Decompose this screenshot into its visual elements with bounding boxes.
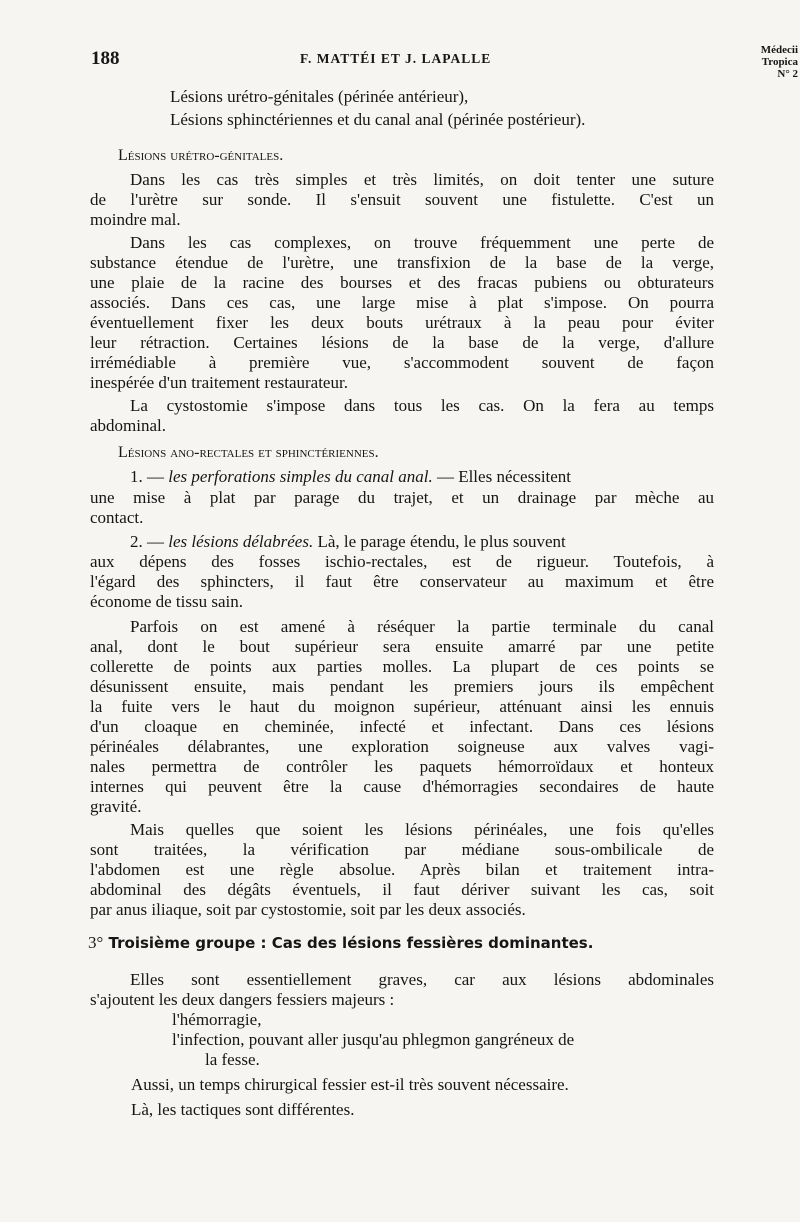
paragraph-line: La cystostomie s'impose dans tous les cas. On la fera au temps <box>130 396 714 415</box>
paragraph-line: Mais quelles que soient les lésions périnéales, une fois qu'elles <box>130 820 714 839</box>
journal-tag <box>738 44 798 80</box>
section-number: 3° <box>88 933 104 952</box>
running-header-authors: F. MATTÉI ET J. LAPALLE <box>300 51 492 66</box>
paragraph-line: d'un cloaque en cheminée, infecté et infectant. Dans ces lésions <box>90 717 714 736</box>
journal-line: Médecii <box>760 44 798 56</box>
section-heading: Lésions ano-rectales et sphinctériennes. <box>118 444 379 461</box>
list-item-continuation: la fesse. <box>205 1050 260 1069</box>
paragraph-line: substance étendue de l'urètre, une transfixion de la base de la verge, <box>90 253 714 272</box>
list-item-title: les lésions délabrées. <box>168 532 314 551</box>
paragraph-line: gravité. <box>90 797 142 816</box>
paragraph-line: abdominal des dégâts éventuels, il faut dériver suivant les cas, soit <box>90 880 714 899</box>
intro-line: Lésions urétro-génitales (périnée antérieur), <box>170 87 469 106</box>
list-item-title-line <box>130 467 571 487</box>
paragraph-line: la fuite vers le haut du moignon supérieur, atténuant ainsi les ennuis <box>90 697 714 716</box>
paragraph-line: Aussi, un temps chirurgical fessier est-il très souvent nécessaire. <box>131 1075 569 1094</box>
list-number: 2. — <box>130 532 164 551</box>
paragraph-line: Parfois on est amené à réséquer la partie terminale du canal <box>130 617 714 636</box>
paragraph-line: irrémédiable à première vue, s'accommodent souvent de façon <box>90 353 714 372</box>
paragraph-line: Dans les cas complexes, on trouve fréquemment une perte de <box>130 233 714 252</box>
list-item: l'hémorragie, <box>172 1010 262 1029</box>
intro-line: Lésions sphinctériennes et du canal anal (périnée postérieur). <box>170 110 586 129</box>
section-heading: Troisième groupe : Cas des lésions fessières dominantes. <box>108 934 594 952</box>
paragraph-line: internes qui peuvent être la cause d'hémorragies secondaires de haute <box>90 777 714 796</box>
list-item-text: Là, le parage étendu, le plus souvent <box>317 532 566 551</box>
paragraph-line: éventuellement fixer les deux bouts urétraux à la peau pour éviter <box>90 313 714 332</box>
paragraph-line: nales permettra de contrôler les paquets hémorroïdaux et honteux <box>90 757 714 776</box>
paragraph-line: moindre mal. <box>90 210 181 229</box>
paragraph-line: contact. <box>90 508 144 527</box>
paragraph-line: s'ajoutent les deux dangers fessiers majeurs : <box>90 990 395 1009</box>
list-item-text: — Elles nécessitent <box>436 467 572 486</box>
paragraph-line: Elles sont essentiellement graves, car aux lésions abdominales <box>130 970 714 989</box>
paragraph-line: par anus iliaque, soit par cystostomie, soit par les deux associés. <box>90 900 526 919</box>
paragraph-line: l'égard des sphincters, il faut être conservateur au maximum et être <box>90 572 714 591</box>
paragraph-line: de l'urètre sur sonde. Il s'ensuit souvent une fistulette. C'est un <box>90 190 714 209</box>
paragraph-line: Dans les cas très simples et très limités, on doit tenter une suture <box>130 170 714 189</box>
paragraph-line: leur rétraction. Certaines lésions de la base de la verge, d'allure <box>90 333 714 352</box>
paragraph-line: une plaie de la racine des bourses et des fracas pubiens ou obturateurs <box>90 273 714 292</box>
paragraph-line: sont traitées, la vérification par médiane sous-ombilicale de <box>90 840 714 859</box>
list-item-title: les perforations simples du canal anal. <box>168 467 433 486</box>
section-heading: Lésions urétro-génitales. <box>118 147 284 164</box>
paragraph-line: aux dépens des fosses ischio-rectales, est de rigueur. Toutefois, à <box>90 552 714 571</box>
journal-line: N° 2 <box>777 68 798 80</box>
section-title <box>88 933 593 953</box>
list-item-title-line <box>130 532 566 552</box>
journal-line: Tropica <box>761 56 798 68</box>
paragraph-line: associés. Dans ces cas, une large mise à plat s'impose. On pourra <box>90 293 714 312</box>
paragraph-line: Là, les tactiques sont différentes. <box>131 1100 355 1119</box>
paragraph-line: abdominal. <box>90 416 167 435</box>
paragraph-line: l'abdomen est une règle absolue. Après bilan et traitement intra- <box>90 860 714 879</box>
list-item: l'infection, pouvant aller jusqu'au phlegmon gangréneux de <box>172 1030 575 1049</box>
paragraph-line: collerette de points aux parties molles. La plupart de ces points se <box>90 657 714 676</box>
paragraph-line: anal, dont le bout supérieur sera ensuite amarré par une petite <box>90 637 714 656</box>
paragraph-line: désunissent ensuite, mais pendant les premiers jours ils empêchent <box>90 677 714 696</box>
paragraph-line: inespérée d'un traitement restaurateur. <box>90 373 348 392</box>
page-number: 188 <box>91 48 120 69</box>
list-number: 1. — <box>130 467 164 486</box>
paragraph-line: une mise à plat par parage du trajet, et un drainage par mèche au <box>90 488 714 507</box>
paragraph-line: périnéales délabrantes, une exploration soigneuse aux valves vagi- <box>90 737 714 756</box>
paragraph-line: économe de tissu sain. <box>90 592 243 611</box>
